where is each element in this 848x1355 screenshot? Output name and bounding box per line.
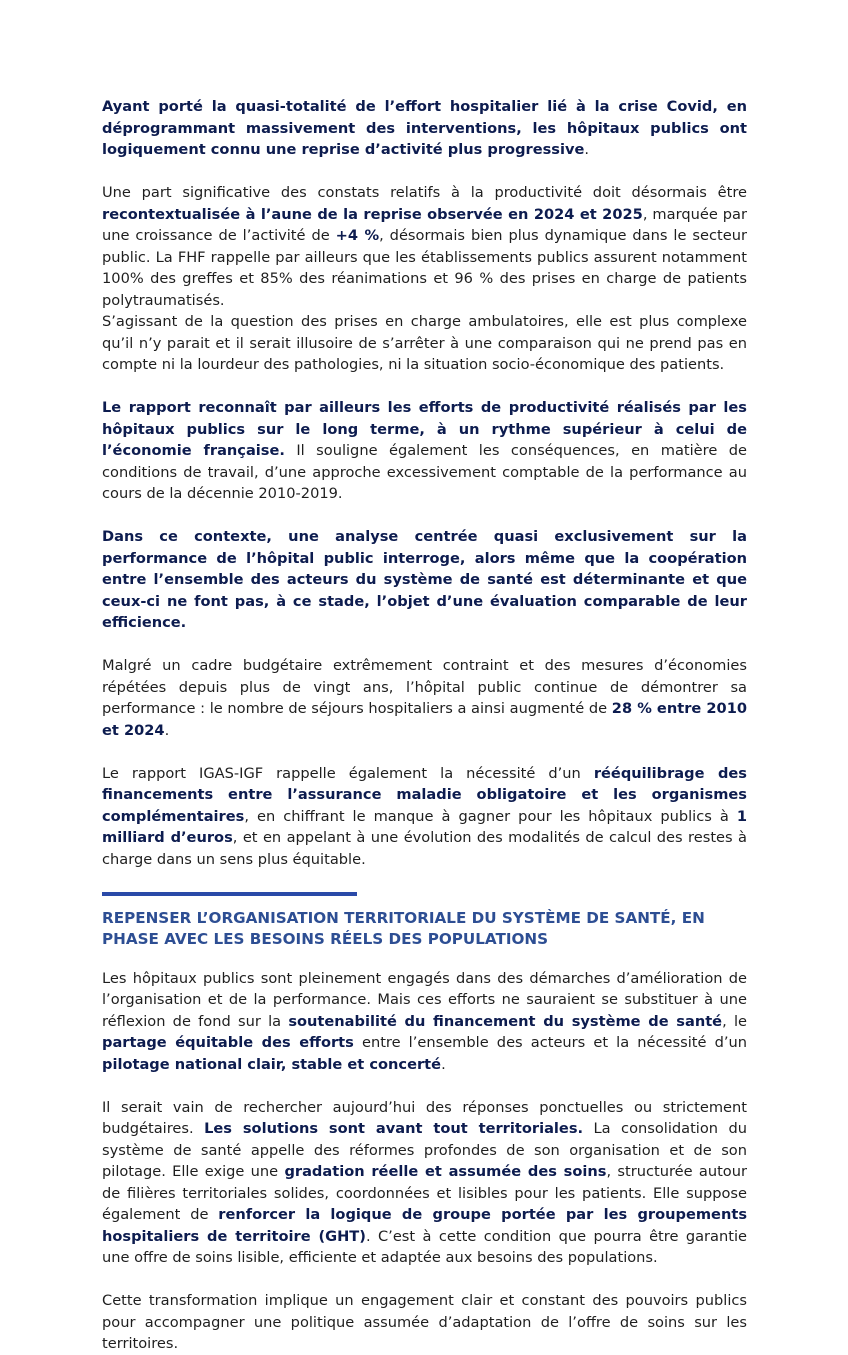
section-divider xyxy=(102,892,357,896)
paragraph-analysis-context: Dans ce contexte, une analyse centrée quasi exclusivement sur la performance de l’hôpital public interroge, alors même que la coopération entre l’ensemble des acteurs du système de santé est déterminante et que ceux-ci ne font pas, à ce stade, l’objet d’une évaluation comparable de leur efficience. xyxy=(102,528,747,631)
paragraph-territorial-solutions: Il serait vain de rechercher aujourd’hui des réponses ponctuelles ou strictement budgétaires. Les solutions sont avant tout territoriales. La consolidation du système de santé appelle des réformes profondes de son organisation et de son pilotage. Elle exige une gradation réelle et assumée des soins, structurée autour de filières territoriales solides, coordonnées et lisibles pour les patients. Elle suppose également de renforcer la logique de groupe portée par les groupements hospitaliers de territoire (GHT). C’est à cette condition que pourra être garantie une offre de soins lisible, efficiente et adaptée aux besoins des populations. xyxy=(102,1098,748,1266)
paragraph-productivity-efforts: Le rapport reconnaît par ailleurs les efforts de productivité réalisés par les hôpitaux publics sur le long terme, à un rythme supérieur à celui de l’économie française. Il souligne également les conséquences, en matière de conditions de travail, d’une approche excessivement comptable de la performance au cours de la décennie 2010-2019. xyxy=(102,399,747,502)
paragraph-budget-constraint: Malgré un cadre budgétaire extrêmement contraint et des mesures d’économies répétées depuis plus de vingt ans, l’hôpital public continue de démontrer sa performance : le nombre de séjours hospitaliers a ainsi augmenté de 28 % entre 2010 et 2024. xyxy=(102,657,748,739)
paragraph-igas-igf-report: Le rapport IGAS-IGF rappelle également la nécessité d’un rééquilibrage des financements entre l’assurance maladie obligatoire et les organismes complémentaires, en chiffrant le manque à gagner pour les hôpitaux publics à 1 milliard d’euros, et en appelant à une évolution des modalités de calcul des restes à charge dans un sens plus équitable. xyxy=(102,764,747,868)
section-heading: REPENSER L’ORGANISATION TERRITORIALE DU SYSTÈME DE SANTÉ, EN PHASE AVEC LES BESOINS RÉELS DES POPULATIONS xyxy=(102,908,705,948)
document-page xyxy=(102,96,747,1355)
paragraph-transformation: Cette transformation implique un engagement clair et constant des pouvoirs publics pour accompagner une politique assumée d’adaptation de l’offre de soins sur les territoires. xyxy=(102,1292,747,1352)
paragraph-covid-effort: Ayant porté la quasi-totalité de l’effort hospitalier lié à la crise Covid, en déprogrammant massivement des interventions, les hôpitaux publics ont logiquement connu une reprise d’activité plus progressive. xyxy=(102,98,747,158)
paragraph-productivity-context: Une part significative des constats relatifs à la productivité doit désormais être recontextualisée à l’aune de la reprise observée en 2024 et 2025, marquée par une croissance de l’activité de +4 %, désormais bien plus dynamique dans le secteur public. La FHF rappelle par ailleurs que les établissements publics assurent notamment 100% des greffes et 85% des réanimations et 96 % des prises en charge de patients polytraumatisés. xyxy=(102,184,747,309)
paragraph-hospital-engagement: Les hôpitaux publics sont pleinement engagés dans des démarches d’amélioration de l’organisation et de la performance. Mais ces efforts ne sauraient se substituer à une réflexion de fond sur la soutenabilité du financement du système de santé, le partage équitable des efforts entre l’ensemble des acteurs et la nécessité d’un pilotage national clair, stable et concerté. xyxy=(102,969,748,1073)
paragraph-ambulatory: S’agissant de la question des prises en charge ambulatoires, elle est plus complexe qu’il n’y parait et il serait illusoire de s’arrêter à une comparaison qui ne prend pas en compte ni la lourdeur des pathologies, ni la situation socio-économique des patients. xyxy=(102,313,747,373)
